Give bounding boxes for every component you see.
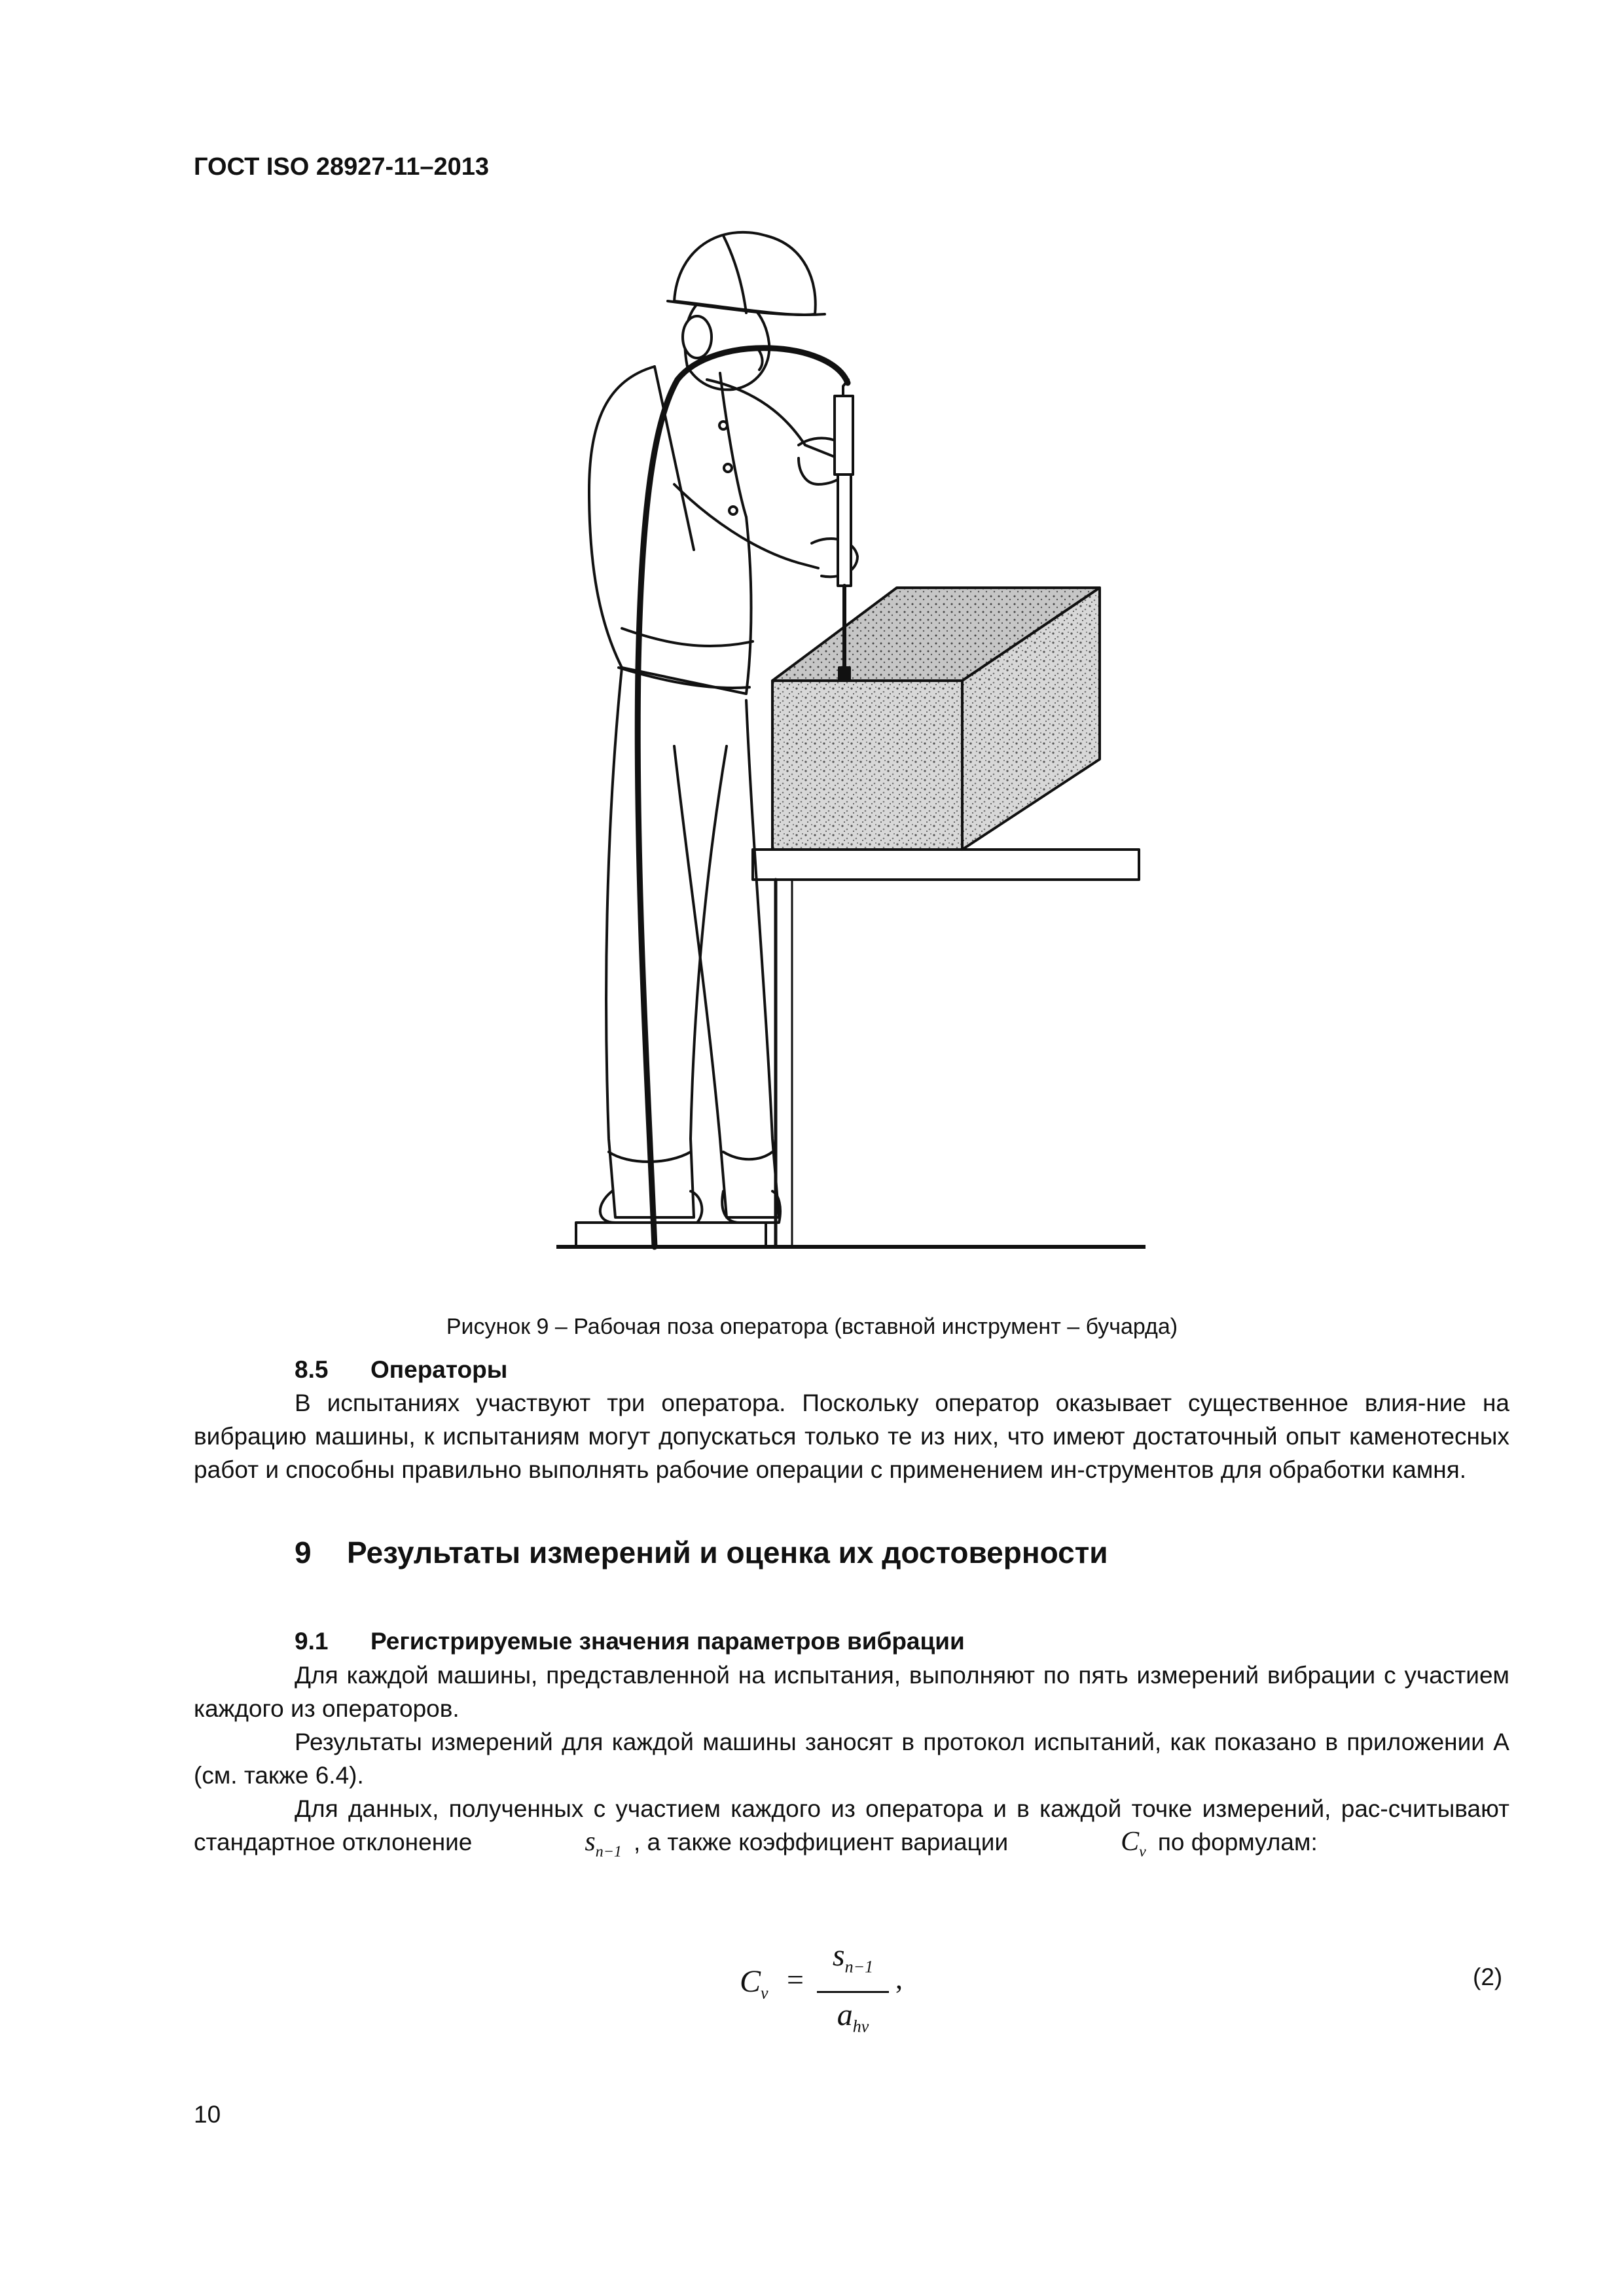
section-8-5-heading (295, 1356, 507, 1384)
document-code: ГОСТ ISO 28927-11–2013 (194, 153, 490, 181)
equation-number: (2) (1473, 1964, 1503, 1990)
page-number: 10 (194, 2101, 221, 2128)
section-8-5-text: В испытаниях участвуют три оператора. Поскольку оператор оказывает существенное влия-ние на вибрацию машины, к испытаниям могут допускаться только те из них, что имеют достаточный опыт каменотесных работ и способны правильно выполнять рабочие операции с применением ин-струментов для обработки камня. (194, 1390, 1509, 1483)
operator-posture-illustration (556, 209, 1146, 1283)
section-9-heading (295, 1535, 1108, 1570)
formula-numerator: $s_{n-1}$ (832, 1938, 874, 1977)
section-title: Операторы (370, 1356, 508, 1383)
formula-equals-sign: = (787, 1963, 804, 1996)
figure-caption: Рисунок 9 – Рабочая поза оператора (вставной инструмент – бучарда) (446, 1314, 1178, 1339)
section-number: 8.5 (295, 1356, 329, 1383)
section-9-1-heading (295, 1628, 965, 1655)
section-title: Результаты измерений и оценка их достоверности (347, 1535, 1108, 1570)
formula-denominator: $a_{hv}$ (837, 1997, 869, 2036)
paragraph-3-part-a: Для данных, полученных с участием каждого из оператора и в каждой точке измерений, рас-считывают стандартное отклонение (194, 1795, 1509, 1856)
formula-lhs: $C_v$ (740, 1964, 768, 2003)
section-number: 9 (295, 1535, 312, 1570)
formula-fraction (817, 1937, 889, 2045)
paragraph-3-part-b: , а также коэффициент вариации (633, 1829, 1009, 1856)
section-title: Регистрируемые значения параметров вибрации (370, 1628, 965, 1655)
fraction-bar (817, 1991, 889, 1993)
section-9-1-paragraph-1: Для каждой машины, представленной на испытания, выполняют по пять измерений вибрации с участием каждого из операторов. (194, 1662, 1509, 1722)
paragraph-3-part-c: по формулам: (1157, 1829, 1318, 1856)
formula-comma: , (895, 1963, 903, 1995)
section-number: 9.1 (295, 1628, 329, 1655)
std-deviation-symbol: $s_{n-1}$ (585, 1827, 622, 1861)
variation-coefficient-symbol: $C_v$ (1121, 1827, 1146, 1861)
section-9-1-paragraph-3 (194, 1792, 1509, 1869)
formula-2 (740, 1937, 936, 2036)
section-9-1-paragraph-2: Результаты измерений для каждой машины заносят в протокол испытаний, как показано в приложении А (см. также 6.4). (194, 1729, 1509, 1789)
